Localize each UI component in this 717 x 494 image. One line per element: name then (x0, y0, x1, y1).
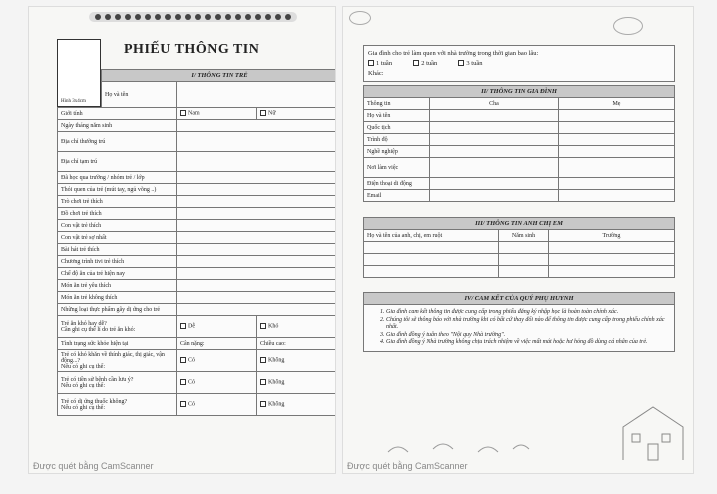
history-q: Trẻ có tiền sử bệnh cần lưu ý? (61, 376, 134, 383)
difficulty-q: Trẻ có khó khăn về thính giác, thị giác, vận động...? (61, 351, 165, 364)
sibling-field[interactable] (499, 266, 549, 278)
period-question: Gia đình cho trẻ làm quen với nhà trường trong thời gian bao lâu: (368, 50, 539, 57)
scanner-watermark: Được quét bằng CamScanner (347, 461, 468, 471)
label-row: Thói quen của trẻ (mút tay, ngủ võng ..) (58, 184, 177, 196)
photo-box (57, 39, 101, 107)
section4-header: IV/ CAM KẾT CỦA QUÝ PHỤ HUYNH (364, 293, 674, 305)
photo-label: Hình 3x4cm (61, 99, 86, 104)
scanner-watermark: Được quét bằng CamScanner (33, 461, 154, 471)
label-gender: Giới tính (58, 108, 177, 120)
section2-header: II/ THÔNG TIN GIA ĐÌNH (364, 86, 675, 98)
sibling-field[interactable] (549, 266, 675, 278)
father-field[interactable] (430, 146, 559, 158)
no-label: Không (268, 379, 285, 386)
easy-checkbox[interactable] (180, 323, 186, 329)
child-name-table (101, 69, 336, 108)
field[interactable] (177, 220, 337, 232)
label-row: Con vật trẻ thích (58, 220, 177, 232)
label-row: Ngày tháng năm sinh (58, 120, 177, 132)
sibling-field[interactable] (549, 242, 675, 254)
house-doodle-icon (618, 402, 688, 462)
label-row: Trò chơi trẻ thích (58, 196, 177, 208)
male-checkbox[interactable] (180, 110, 186, 116)
eat-q2: Cần ghi cụ thể lí do trẻ ăn khó: (61, 326, 136, 333)
field[interactable] (177, 256, 337, 268)
label-row: Món ăn trẻ yêu thích (58, 280, 177, 292)
yes-checkbox[interactable] (180, 401, 186, 407)
father-field[interactable] (430, 190, 559, 202)
week2-checkbox[interactable] (413, 60, 419, 66)
sibling-field[interactable] (549, 254, 675, 266)
no-label: Không (268, 401, 285, 408)
period-other[interactable]: Khác: (368, 69, 384, 77)
eat-q: Trẻ ăn khó hay dễ? (61, 320, 107, 327)
field[interactable] (177, 304, 337, 316)
yes-checkbox[interactable] (180, 379, 186, 385)
label-name: Họ và tên (102, 82, 177, 108)
commitment-item: 3. Gia đình đồng ý tuân theo "Nội quy Nhà trường". (386, 332, 666, 340)
specify-label: Nếu có ghi cụ thể: (61, 382, 105, 389)
label-row: Bài hát trẻ thích (58, 244, 177, 256)
weight-field[interactable]: Cân nặng: (177, 338, 257, 350)
family-row-label: Họ và tên (364, 110, 430, 122)
sibling-field[interactable] (364, 242, 499, 254)
col-father: Cha (430, 98, 559, 110)
family-table (363, 85, 675, 202)
sibling-field[interactable] (499, 242, 549, 254)
mother-field[interactable] (558, 178, 674, 190)
label-row: Món ăn trẻ không thích (58, 292, 177, 304)
col-birth-year: Năm sinh (499, 230, 549, 242)
mother-field[interactable] (558, 158, 674, 178)
field[interactable] (177, 232, 337, 244)
label-row: Con vật trẻ sợ nhất (58, 232, 177, 244)
field[interactable] (177, 196, 337, 208)
doodle-icon (613, 17, 643, 35)
section1-header: I/ THÔNG TIN TRẺ (102, 70, 337, 82)
col-info: Thông tin (364, 98, 430, 110)
hard-checkbox[interactable] (260, 323, 266, 329)
no-label: Không (268, 357, 285, 364)
right-page (342, 6, 694, 474)
label-row: Chương trình tivi trẻ thích (58, 256, 177, 268)
specify-label: Nếu có ghi cụ thể: (61, 404, 105, 411)
field[interactable] (177, 292, 337, 304)
commitment-box (363, 292, 675, 352)
yes-checkbox[interactable] (180, 357, 186, 363)
female-label: Nữ (268, 110, 276, 117)
father-field[interactable] (430, 158, 559, 178)
easy-label: Dễ (188, 323, 195, 330)
col-school: Trường (549, 230, 675, 242)
family-row-label: Điện thoại di động (364, 178, 430, 190)
female-checkbox[interactable] (260, 110, 266, 116)
label-health: Tình trạng sức khỏe hiện tại (58, 338, 177, 350)
field-name[interactable] (177, 82, 337, 108)
family-row-label: Email (364, 190, 430, 202)
label-row: Địa chỉ thường trú (58, 132, 177, 152)
field[interactable] (177, 244, 337, 256)
week3-label: 3 tuần (466, 59, 483, 67)
family-row-label: Quốc tịch (364, 122, 430, 134)
male-label: Nam (188, 110, 200, 117)
section3-header: III/ THÔNG TIN ANH CHỊ EM (364, 218, 675, 230)
doodle-icon (349, 11, 371, 25)
label-row: Đã học qua trường / nhóm trẻ / lớp (58, 172, 177, 184)
no-checkbox[interactable] (260, 379, 266, 385)
col-sibling-name: Họ và tên của anh, chị, em ruột (364, 230, 499, 242)
commitment-item: 4. Gia đình đồng ý Nhà trường không chịu trách nhiệm về việc mất mát hoặc hư hỏng đồ dùng cá nhân của trẻ. (386, 339, 666, 347)
label-row: Những loại thực phẩm gây dị ứng cho trẻ (58, 304, 177, 316)
hard-label: Khó (268, 323, 279, 330)
family-row-label: Trình độ (364, 134, 430, 146)
field[interactable] (177, 152, 337, 172)
field[interactable] (177, 132, 337, 152)
mother-field[interactable] (558, 134, 674, 146)
week2-label: 2 tuần (421, 59, 438, 67)
sibling-field[interactable] (499, 254, 549, 266)
siblings-table (363, 217, 675, 278)
father-field[interactable] (430, 178, 559, 190)
commitment-list (364, 305, 674, 351)
field[interactable] (177, 280, 337, 292)
yes-label: Có (188, 357, 196, 364)
height-field[interactable]: Chiều cao: (257, 338, 337, 350)
family-row-label: Nơi làm việc (364, 158, 430, 178)
father-field[interactable] (430, 110, 559, 122)
father-field[interactable] (430, 134, 559, 146)
eat-question (58, 316, 177, 338)
allergy-q: Trẻ có dị ứng thuốc không? (61, 398, 128, 405)
label-row: Địa chỉ tạm trú (58, 152, 177, 172)
field[interactable] (177, 208, 337, 220)
week3-checkbox[interactable] (458, 60, 464, 66)
mother-field[interactable] (558, 122, 674, 134)
field[interactable] (177, 172, 337, 184)
week1-label: 1 tuần (376, 59, 393, 67)
label-row: Đồ chơi trẻ thích (58, 208, 177, 220)
field[interactable] (177, 268, 337, 280)
birds-doodle-icon (383, 437, 543, 462)
father-field[interactable] (430, 122, 559, 134)
sibling-field[interactable] (364, 254, 499, 266)
no-checkbox[interactable] (260, 401, 266, 407)
adaptation-period (363, 45, 675, 82)
field[interactable] (177, 184, 337, 196)
mother-field[interactable] (558, 190, 674, 202)
sibling-field[interactable] (364, 266, 499, 278)
left-page (28, 6, 336, 474)
label-row: Chế độ ăn của trẻ hiện nay (58, 268, 177, 280)
commitment-item: 1. Gia đình cam kết thông tin được cung cấp trong phiếu đăng ký nhập học là hoàn toàn chính xác. (386, 309, 666, 317)
commitment-item: 2. Chúng tôi sẽ thông báo với nhà trường khi có bất cứ thay đổi nào để thông tin được cung cấp trong phiếu chính xác nhất. (386, 317, 666, 332)
page-title: PHIẾU THÔNG TIN (124, 42, 260, 57)
mother-field[interactable] (558, 146, 674, 158)
week1-checkbox[interactable] (368, 60, 374, 66)
mother-field[interactable] (558, 110, 674, 122)
family-row-label: Nghề nghiệp (364, 146, 430, 158)
field[interactable] (177, 120, 337, 132)
yes-label: Có (188, 379, 196, 386)
no-checkbox[interactable] (260, 357, 266, 363)
yes-label: Có (188, 401, 196, 408)
col-mother: Mẹ (558, 98, 674, 110)
specify-label: Nếu có ghi cụ thể: (61, 363, 105, 370)
child-info-table (57, 107, 336, 416)
binding-holes (89, 12, 297, 22)
